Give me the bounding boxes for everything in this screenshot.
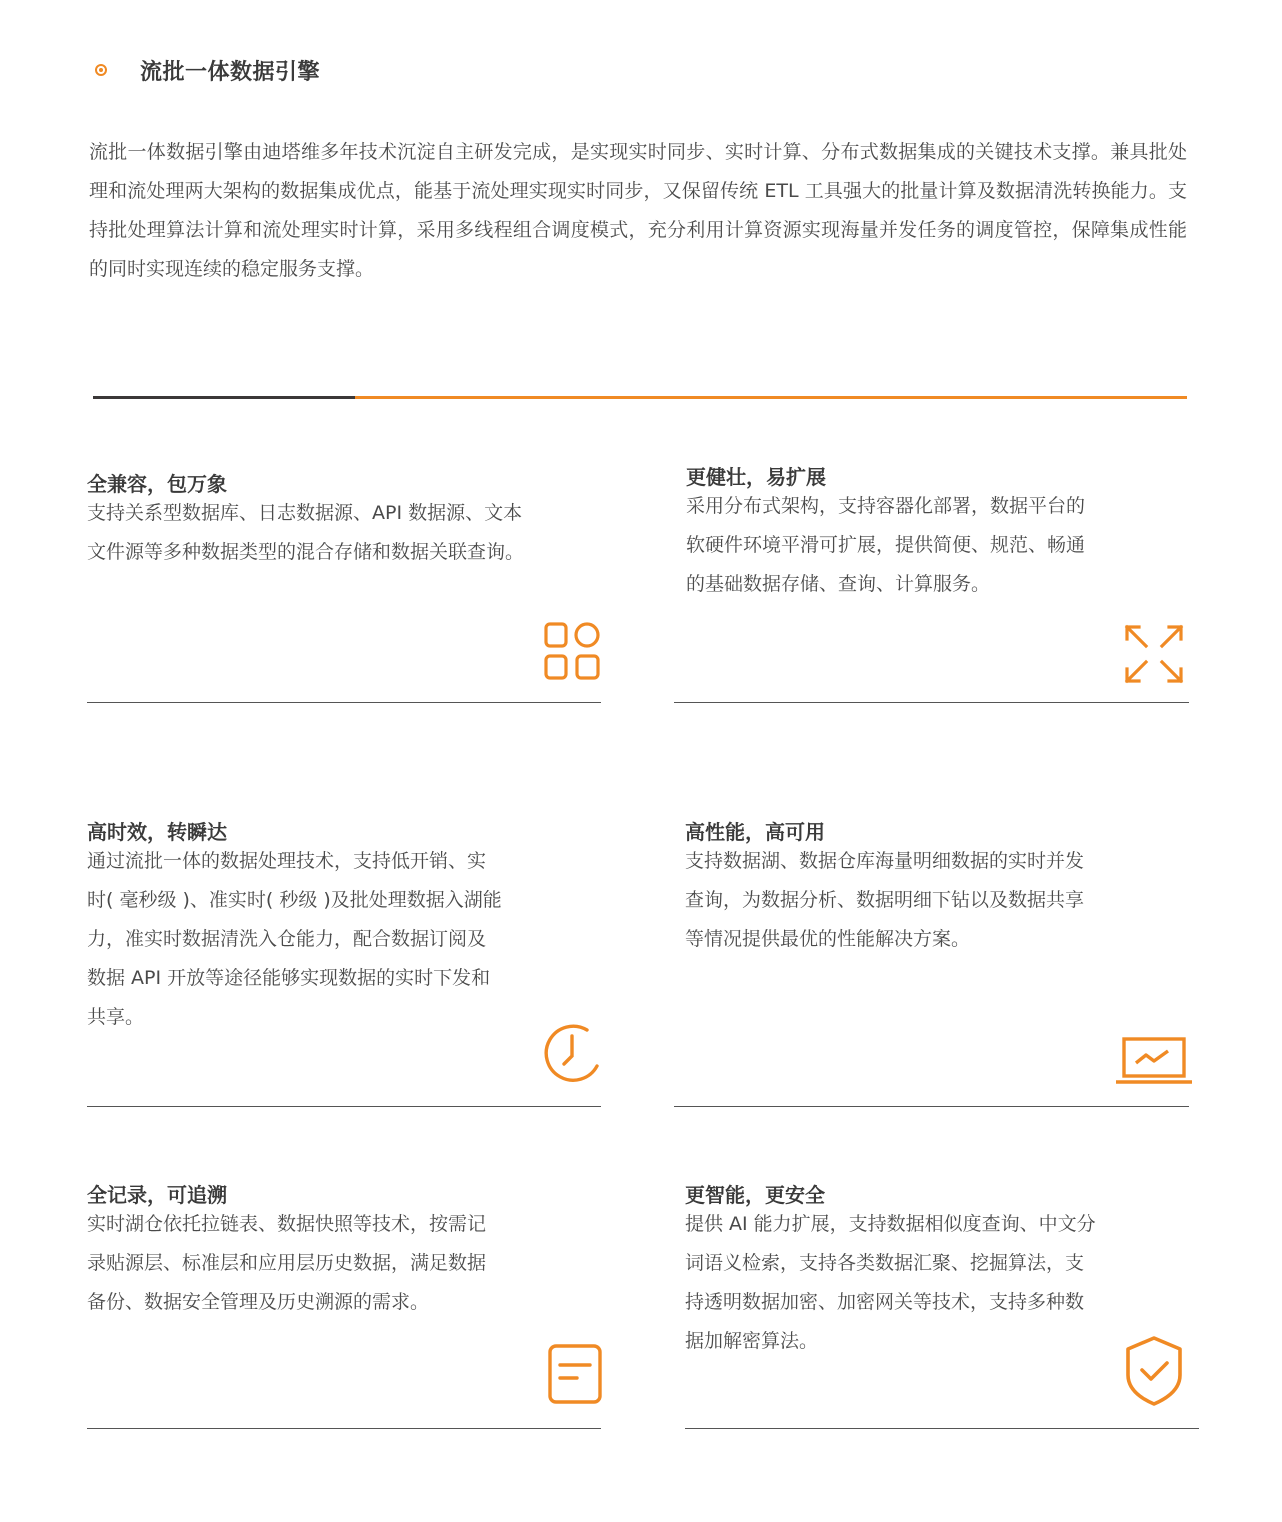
section-title: 流批一体数据引擎	[140, 59, 321, 85]
card-divider	[674, 1106, 1189, 1107]
feature-card-compatibility	[87, 468, 601, 703]
intro-paragraph: 流批一体数据引擎由迪塔维多年技术沉淀自主研发完成，是实现实时同步、实时计算、分布式数据集成的关键技术支撑。兼具批处理和流处理两大架构的数据集成优点，能基于流处理实现实时同步，又保留传统 ETL 工具强大的批量计算及数据清洗转换能力。支持批处理算法计算和流处理实时计算，采用多线程组合调度模式，充分利用计算资源实现海量并发任务的调度管控，保障集成性能的同时实现连续的稳定服务支撑。	[89, 141, 1187, 280]
feature-card-scalability	[686, 461, 1189, 703]
feature-title: 更健壮，易扩展	[686, 465, 826, 489]
feature-title: 全记录，可追溯	[87, 1183, 227, 1207]
section-header	[92, 52, 320, 88]
feature-title: 高性能，高可用	[685, 820, 825, 844]
feature-card-traceability	[87, 1179, 601, 1429]
document-icon	[547, 1343, 603, 1405]
feature-description: 支持数据湖、数据仓库海量明细数据的实时并发查询，为数据分析、数据明细下钻以及数据共享等情况提供最优的性能解决方案。	[685, 850, 1085, 950]
feature-description: 支持关系型数据库、日志数据源、API 数据源、文本文件源等多种数据类型的混合存储和数据关联查询。	[87, 502, 525, 563]
feature-description: 采用分布式架构，支持容器化部署，数据平台的软硬件环境平滑可扩展，提供简便、规范、畅通的基础数据存储、查询、计算服务。	[686, 495, 1086, 595]
shield-check-icon	[1124, 1335, 1184, 1407]
feature-card-security	[685, 1179, 1199, 1429]
divider-dark	[93, 396, 355, 399]
feature-description: 实时湖仓依托拉链表、数据快照等技术，按需记录贴源层、标准层和应用层历史数据，满足数据备份、数据安全管理及历史溯源的需求。	[87, 1213, 487, 1313]
divider-accent	[355, 396, 1187, 399]
feature-title: 全兼容，包万象	[87, 472, 227, 496]
card-divider	[87, 1428, 601, 1429]
feature-card-performance	[685, 816, 1189, 1107]
bullet-icon	[95, 64, 107, 76]
feature-title: 更智能，更安全	[685, 1183, 825, 1207]
feature-description: 提供 AI 能力扩展，支持数据相似度查询、中文分词语义检索，支持各类数据汇聚、挖掘算法，支持透明数据加密、加密网关等技术，支持多种数据加解密算法。	[685, 1213, 1096, 1352]
expand-arrows-icon	[1123, 623, 1185, 685]
laptop-chart-icon	[1116, 1036, 1192, 1086]
card-divider	[87, 1106, 601, 1107]
card-divider	[685, 1428, 1199, 1429]
feature-title: 高时效，转瞬达	[87, 820, 227, 844]
feature-card-timeliness	[87, 816, 601, 1107]
clock-icon	[543, 1022, 605, 1084]
grid-apps-icon	[543, 621, 603, 681]
card-divider	[674, 702, 1189, 703]
card-divider	[87, 702, 601, 703]
feature-description: 通过流批一体的数据处理技术，支持低开销、实时( 毫秒级 )、准实时( 秒级 )及批处理数据入湖能力，准实时数据清洗入仓能力，配合数据订阅及数据 API 开放等途径能够实现数据的实时下发和共享。	[87, 850, 502, 1028]
